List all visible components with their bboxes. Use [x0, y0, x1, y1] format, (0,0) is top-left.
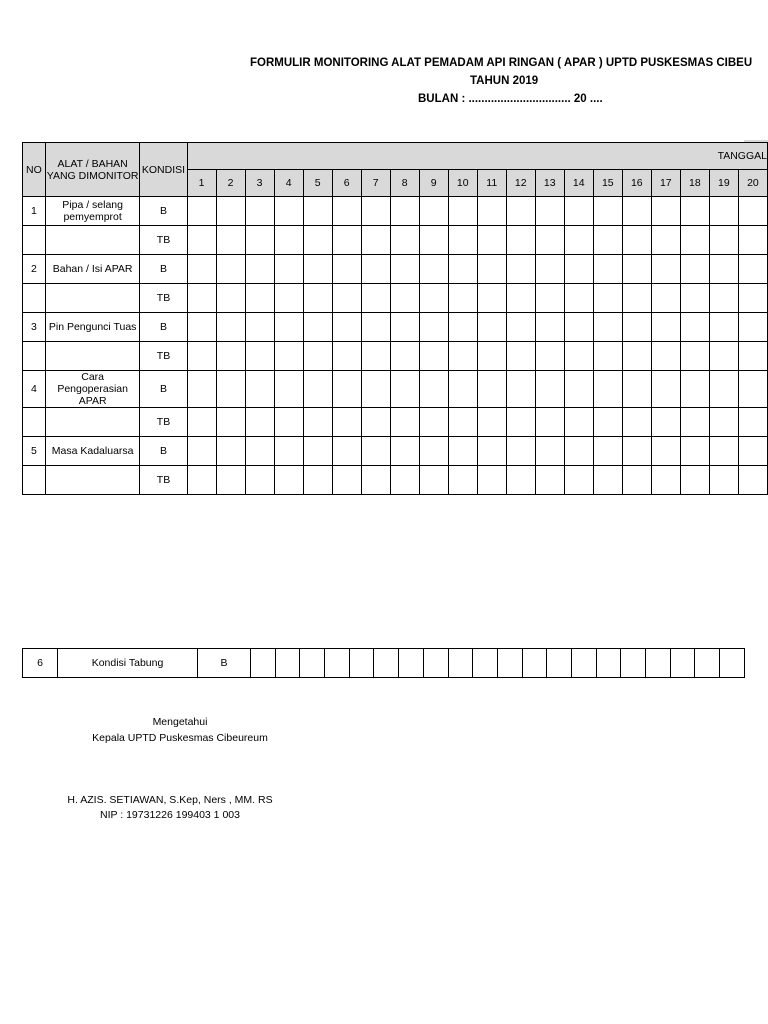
date-cell[interactable] — [448, 371, 477, 408]
date-cell[interactable] — [274, 255, 303, 284]
date-cell[interactable] — [535, 255, 564, 284]
date-cell[interactable] — [419, 284, 448, 313]
date-cell[interactable] — [497, 649, 522, 678]
date-header: 9 — [419, 170, 448, 197]
row-item — [45, 342, 140, 371]
date-header: 7 — [361, 170, 390, 197]
date-cell[interactable] — [738, 226, 767, 255]
date-cell[interactable] — [332, 226, 361, 255]
row-item — [45, 284, 140, 313]
date-cell[interactable] — [477, 197, 506, 226]
date-cell[interactable] — [621, 649, 646, 678]
date-cell[interactable] — [274, 466, 303, 495]
date-cell[interactable] — [535, 342, 564, 371]
date-cell[interactable] — [361, 226, 390, 255]
date-cell[interactable] — [216, 226, 245, 255]
date-cell[interactable] — [720, 649, 745, 678]
date-cell[interactable] — [274, 342, 303, 371]
date-cell[interactable] — [622, 466, 651, 495]
date-cell[interactable] — [419, 197, 448, 226]
date-cell[interactable] — [477, 313, 506, 342]
table-row — [23, 437, 768, 466]
date-cell[interactable] — [651, 342, 680, 371]
date-cell[interactable] — [361, 408, 390, 437]
date-cell[interactable] — [680, 371, 709, 408]
date-cell[interactable] — [680, 466, 709, 495]
date-cell[interactable] — [680, 313, 709, 342]
date-cell[interactable] — [390, 197, 419, 226]
date-cell[interactable] — [622, 313, 651, 342]
date-header: 3 — [245, 170, 274, 197]
date-cell[interactable] — [390, 437, 419, 466]
date-cell[interactable] — [680, 437, 709, 466]
date-cell[interactable] — [506, 371, 535, 408]
date-cell[interactable] — [506, 226, 535, 255]
date-cell[interactable] — [506, 197, 535, 226]
date-cell[interactable] — [738, 255, 767, 284]
date-cell[interactable] — [419, 226, 448, 255]
date-cell[interactable] — [670, 649, 695, 678]
date-cell[interactable] — [245, 408, 274, 437]
date-cell[interactable] — [187, 226, 216, 255]
date-cell[interactable] — [564, 197, 593, 226]
date-cell[interactable] — [564, 371, 593, 408]
date-cell[interactable] — [738, 313, 767, 342]
row-no — [23, 226, 46, 255]
date-cell[interactable] — [593, 466, 622, 495]
date-header: 17 — [651, 170, 680, 197]
date-cell[interactable] — [564, 437, 593, 466]
date-cell[interactable] — [506, 284, 535, 313]
date-header: 5 — [303, 170, 332, 197]
date-cell[interactable] — [448, 284, 477, 313]
date-cell[interactable] — [738, 284, 767, 313]
date-cell[interactable] — [399, 649, 424, 678]
date-cell[interactable] — [216, 197, 245, 226]
date-cell[interactable] — [651, 197, 680, 226]
date-cell[interactable] — [564, 408, 593, 437]
date-cell[interactable] — [593, 255, 622, 284]
tabung-table — [22, 648, 745, 678]
date-cell[interactable] — [709, 437, 738, 466]
date-header: 20 — [738, 170, 767, 197]
date-cell[interactable] — [535, 408, 564, 437]
row-item: Bahan / Isi APAR — [45, 255, 140, 284]
date-cell[interactable] — [448, 466, 477, 495]
date-cell[interactable] — [448, 408, 477, 437]
date-cell[interactable] — [709, 342, 738, 371]
date-cell[interactable] — [275, 649, 300, 678]
table-row — [23, 649, 745, 678]
date-cell[interactable] — [361, 437, 390, 466]
date-cell[interactable] — [332, 255, 361, 284]
date-cell[interactable] — [622, 437, 651, 466]
date-cell[interactable] — [448, 437, 477, 466]
row-no: 4 — [23, 371, 46, 408]
date-cell[interactable] — [709, 197, 738, 226]
date-cell[interactable] — [303, 342, 332, 371]
table-row — [23, 371, 768, 408]
date-header: 13 — [535, 170, 564, 197]
date-cell[interactable] — [622, 197, 651, 226]
date-cell[interactable] — [738, 197, 767, 226]
date-cell[interactable] — [564, 284, 593, 313]
date-cell[interactable] — [419, 437, 448, 466]
date-cell[interactable] — [245, 371, 274, 408]
date-cell[interactable] — [651, 284, 680, 313]
date-cell[interactable] — [187, 371, 216, 408]
date-cell[interactable] — [695, 649, 720, 678]
date-cell[interactable] — [390, 371, 419, 408]
date-cell[interactable] — [448, 197, 477, 226]
date-cell[interactable] — [390, 284, 419, 313]
date-header: 6 — [332, 170, 361, 197]
date-cell[interactable] — [477, 408, 506, 437]
date-cell[interactable] — [332, 437, 361, 466]
date-header: 11 — [477, 170, 506, 197]
date-cell[interactable] — [303, 408, 332, 437]
date-cell[interactable] — [390, 226, 419, 255]
date-cell[interactable] — [535, 284, 564, 313]
date-cell[interactable] — [564, 313, 593, 342]
date-cell[interactable] — [303, 284, 332, 313]
date-cell[interactable] — [651, 408, 680, 437]
date-cell[interactable] — [680, 226, 709, 255]
date-cell[interactable] — [390, 342, 419, 371]
row-no: 6 — [23, 649, 58, 678]
date-cell[interactable] — [709, 313, 738, 342]
date-cell[interactable] — [245, 226, 274, 255]
date-cell[interactable] — [651, 226, 680, 255]
date-cell[interactable] — [361, 371, 390, 408]
header-tanggal: TANGGAL — [187, 143, 767, 170]
date-cell[interactable] — [332, 197, 361, 226]
date-cell[interactable] — [419, 342, 448, 371]
date-cell[interactable] — [709, 284, 738, 313]
date-header: 19 — [709, 170, 738, 197]
date-cell[interactable] — [374, 649, 399, 678]
date-cell[interactable] — [216, 437, 245, 466]
date-cell[interactable] — [245, 255, 274, 284]
date-header: 10 — [448, 170, 477, 197]
date-cell[interactable] — [593, 371, 622, 408]
table-row — [23, 226, 768, 255]
date-cell[interactable] — [251, 649, 276, 678]
table-row — [23, 408, 768, 437]
date-cell[interactable] — [622, 255, 651, 284]
date-cell[interactable] — [709, 226, 738, 255]
date-cell[interactable] — [593, 313, 622, 342]
date-cell[interactable] — [361, 313, 390, 342]
row-kondisi: TB — [140, 408, 187, 437]
table-row — [23, 197, 768, 226]
date-cell[interactable] — [506, 255, 535, 284]
date-cell[interactable] — [448, 226, 477, 255]
row-no — [23, 284, 46, 313]
date-cell[interactable] — [303, 371, 332, 408]
date-cell[interactable] — [216, 313, 245, 342]
form-year: TAHUN 2019 — [470, 75, 539, 87]
date-cell[interactable] — [245, 466, 274, 495]
date-cell[interactable] — [448, 313, 477, 342]
row-kondisi: B — [140, 255, 187, 284]
date-cell[interactable] — [274, 197, 303, 226]
date-cell[interactable] — [245, 313, 274, 342]
date-cell[interactable] — [300, 649, 325, 678]
date-cell[interactable] — [709, 408, 738, 437]
date-cell[interactable] — [187, 437, 216, 466]
date-cell[interactable] — [216, 408, 245, 437]
date-cell[interactable] — [477, 371, 506, 408]
date-cell[interactable] — [349, 649, 374, 678]
date-cell[interactable] — [216, 342, 245, 371]
date-cell[interactable] — [506, 437, 535, 466]
date-cell[interactable] — [506, 313, 535, 342]
date-cell[interactable] — [646, 649, 671, 678]
date-cell[interactable] — [738, 437, 767, 466]
date-cell[interactable] — [477, 226, 506, 255]
date-cell[interactable] — [564, 226, 593, 255]
signature-nip: NIP : 19731226 199403 1 003 — [100, 809, 240, 821]
date-cell[interactable] — [709, 371, 738, 408]
monitoring-table — [22, 142, 768, 495]
form-month: BULAN : ................................ 20 .... — [418, 93, 603, 105]
date-cell[interactable] — [423, 649, 448, 678]
date-cell[interactable] — [651, 371, 680, 408]
table-row — [23, 255, 768, 284]
date-cell[interactable] — [361, 342, 390, 371]
row-item: Masa Kadaluarsa — [45, 437, 140, 466]
date-cell[interactable] — [216, 371, 245, 408]
date-header: 14 — [564, 170, 593, 197]
date-cell[interactable] — [187, 313, 216, 342]
date-cell[interactable] — [651, 313, 680, 342]
date-cell[interactable] — [187, 284, 216, 313]
date-cell[interactable] — [448, 255, 477, 284]
date-cell[interactable] — [535, 226, 564, 255]
date-cell[interactable] — [506, 408, 535, 437]
row-kondisi: B — [198, 649, 251, 678]
date-cell[interactable] — [473, 649, 498, 678]
date-cell[interactable] — [245, 197, 274, 226]
date-cell[interactable] — [506, 466, 535, 495]
row-kondisi: TB — [140, 226, 187, 255]
row-item: Pin Pengunci Tuas — [45, 313, 140, 342]
date-cell[interactable] — [522, 649, 547, 678]
date-header: 15 — [593, 170, 622, 197]
date-cell[interactable] — [419, 255, 448, 284]
row-kondisi: TB — [140, 466, 187, 495]
date-cell[interactable] — [596, 649, 621, 678]
row-kondisi: TB — [140, 342, 187, 371]
date-cell[interactable] — [419, 466, 448, 495]
date-cell[interactable] — [303, 255, 332, 284]
date-cell[interactable] — [535, 313, 564, 342]
date-cell[interactable] — [216, 255, 245, 284]
date-cell[interactable] — [390, 408, 419, 437]
date-cell[interactable] — [448, 649, 473, 678]
row-kondisi: B — [140, 313, 187, 342]
date-cell[interactable] — [187, 342, 216, 371]
date-cell[interactable] — [622, 371, 651, 408]
date-cell[interactable] — [738, 466, 767, 495]
date-cell[interactable] — [274, 408, 303, 437]
date-cell[interactable] — [738, 408, 767, 437]
table-row — [23, 313, 768, 342]
header-no: NO — [23, 143, 46, 197]
date-cell[interactable] — [477, 437, 506, 466]
header-item: ALAT / BAHAN YANG DIMONITOR — [45, 143, 140, 197]
date-header: 4 — [274, 170, 303, 197]
date-cell[interactable] — [477, 466, 506, 495]
date-cell[interactable] — [477, 284, 506, 313]
date-cell[interactable] — [390, 313, 419, 342]
date-cell[interactable] — [709, 255, 738, 284]
date-cell[interactable] — [332, 408, 361, 437]
date-cell[interactable] — [622, 284, 651, 313]
table-row — [23, 342, 768, 371]
date-cell[interactable] — [332, 342, 361, 371]
date-header: 2 — [216, 170, 245, 197]
row-item — [45, 408, 140, 437]
date-cell[interactable] — [187, 466, 216, 495]
table-row — [23, 466, 768, 495]
date-cell[interactable] — [506, 342, 535, 371]
row-no: 5 — [23, 437, 46, 466]
date-header: 1 — [187, 170, 216, 197]
date-cell[interactable] — [390, 255, 419, 284]
row-no — [23, 408, 46, 437]
date-cell[interactable] — [419, 371, 448, 408]
date-cell[interactable] — [187, 197, 216, 226]
date-cell[interactable] — [535, 197, 564, 226]
date-cell[interactable] — [216, 284, 245, 313]
date-cell[interactable] — [274, 437, 303, 466]
date-cell[interactable] — [564, 466, 593, 495]
form-title: FORMULIR MONITORING ALAT PEMADAM API RINGAN ( APAR ) UPTD PUSKESMAS CIBEU — [250, 57, 753, 69]
date-cell[interactable] — [274, 226, 303, 255]
date-cell[interactable] — [419, 313, 448, 342]
date-cell[interactable] — [547, 649, 572, 678]
date-cell[interactable] — [245, 284, 274, 313]
date-cell[interactable] — [332, 313, 361, 342]
row-no: 2 — [23, 255, 46, 284]
row-no: 3 — [23, 313, 46, 342]
date-cell[interactable] — [216, 466, 245, 495]
date-cell[interactable] — [651, 437, 680, 466]
date-cell[interactable] — [709, 466, 738, 495]
date-cell[interactable] — [361, 284, 390, 313]
date-cell[interactable] — [274, 313, 303, 342]
date-cell[interactable] — [535, 371, 564, 408]
date-cell[interactable] — [325, 649, 350, 678]
date-cell[interactable] — [680, 255, 709, 284]
header-kondisi: KONDISI — [140, 143, 187, 197]
date-cell[interactable] — [477, 342, 506, 371]
date-cell[interactable] — [303, 197, 332, 226]
row-item — [45, 226, 140, 255]
date-cell[interactable] — [361, 197, 390, 226]
date-cell[interactable] — [680, 342, 709, 371]
row-item: Cara Pengoperasian APAR — [45, 371, 140, 408]
date-cell[interactable] — [448, 342, 477, 371]
signature-label: Mengetahui — [152, 716, 208, 728]
date-cell[interactable] — [593, 226, 622, 255]
date-cell[interactable] — [651, 466, 680, 495]
date-cell[interactable] — [187, 408, 216, 437]
row-kondisi: B — [140, 197, 187, 226]
date-cell[interactable] — [564, 255, 593, 284]
date-cell[interactable] — [651, 255, 680, 284]
signature-position: Kepala UPTD Puskesmas Cibeureum — [92, 732, 268, 744]
date-cell[interactable] — [390, 466, 419, 495]
date-cell[interactable] — [332, 284, 361, 313]
date-cell[interactable] — [622, 408, 651, 437]
date-cell[interactable] — [361, 466, 390, 495]
row-no — [23, 342, 46, 371]
date-cell[interactable] — [593, 284, 622, 313]
date-cell[interactable] — [419, 408, 448, 437]
row-item — [45, 466, 140, 495]
date-header: 8 — [390, 170, 419, 197]
date-cell[interactable] — [303, 226, 332, 255]
date-cell[interactable] — [680, 284, 709, 313]
date-cell[interactable] — [622, 226, 651, 255]
row-kondisi: B — [140, 437, 187, 466]
date-cell[interactable] — [274, 284, 303, 313]
date-cell[interactable] — [303, 466, 332, 495]
date-cell[interactable] — [593, 197, 622, 226]
date-header: 12 — [506, 170, 535, 197]
date-header: 18 — [680, 170, 709, 197]
date-cell[interactable] — [477, 255, 506, 284]
date-cell[interactable] — [680, 197, 709, 226]
date-cell[interactable] — [593, 437, 622, 466]
date-cell[interactable] — [303, 313, 332, 342]
date-cell[interactable] — [622, 342, 651, 371]
date-cell[interactable] — [738, 371, 767, 408]
date-cell[interactable] — [303, 437, 332, 466]
row-item: Kondisi Tabung — [58, 649, 198, 678]
table-row — [23, 284, 768, 313]
row-kondisi: B — [140, 371, 187, 408]
date-cell[interactable] — [738, 342, 767, 371]
date-cell[interactable] — [593, 408, 622, 437]
row-no — [23, 466, 46, 495]
date-cell[interactable] — [361, 255, 390, 284]
date-cell[interactable] — [571, 649, 596, 678]
date-cell[interactable] — [332, 371, 361, 408]
date-cell[interactable] — [535, 437, 564, 466]
date-cell[interactable] — [593, 342, 622, 371]
row-no: 1 — [23, 197, 46, 226]
signature-name: H. AZIS. SETIAWAN, S.Kep, Ners , MM. RS — [67, 794, 273, 806]
date-cell[interactable] — [274, 371, 303, 408]
row-kondisi: TB — [140, 284, 187, 313]
date-cell[interactable] — [245, 342, 274, 371]
date-cell[interactable] — [187, 255, 216, 284]
row-item: Pipa / selang pemyemprot — [45, 197, 140, 226]
date-cell[interactable] — [245, 437, 274, 466]
date-header: 16 — [622, 170, 651, 197]
date-cell[interactable] — [535, 466, 564, 495]
date-cell[interactable] — [564, 342, 593, 371]
date-cell[interactable] — [332, 466, 361, 495]
date-cell[interactable] — [680, 408, 709, 437]
